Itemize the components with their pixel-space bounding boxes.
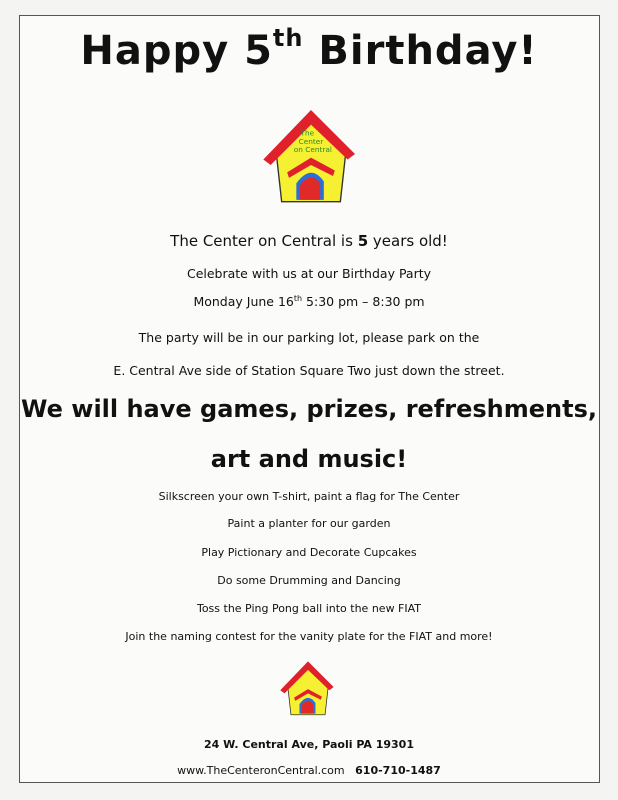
highlight-line-2: art and music!	[210, 445, 408, 473]
website-link[interactable]: www.TheCenteronCentral.com	[177, 764, 345, 777]
headline: The Center on Central is 5 years old!	[170, 232, 448, 250]
activity-item: Do some Drumming and Dancing	[217, 574, 401, 587]
phone-number: 610-710-1487	[355, 764, 441, 777]
svg-text:Center: Center	[298, 136, 324, 146]
house-logo	[256, 98, 366, 210]
page-title: Happy 5th Birthday!	[80, 24, 538, 74]
highlight-line: We will have games, prizes, refreshments,	[21, 395, 597, 423]
address: 24 W. Central Ave, Paoli PA 19301	[204, 738, 414, 751]
activity-item: Toss the Ping Pong ball into the new FIAT	[196, 602, 422, 615]
activity-item: Silkscreen your own T-shirt, paint a flag for The Center	[158, 490, 460, 503]
activity-item: Join the naming contest for the vanity plate for the FIAT and more!	[125, 630, 493, 643]
parking-line-2: E. Central Ave side of Station Square Two just down the street.	[113, 363, 505, 378]
activity-item: Play Pictionary and Decorate Cupcakes	[201, 546, 417, 559]
house-logo-small	[276, 654, 340, 720]
date-line: Monday June 16th 5:30 pm – 8:30 pm	[193, 294, 425, 310]
svg-text:on Central: on Central	[293, 145, 332, 155]
invite-line: Celebrate with us at our Birthday Party	[186, 266, 432, 281]
contact-line	[0, 764, 618, 777]
activity-item: Paint a planter for our garden	[227, 517, 391, 530]
svg-text:The: The	[300, 128, 315, 138]
parking-line: The party will be in our parking lot, please park on the	[138, 330, 480, 345]
